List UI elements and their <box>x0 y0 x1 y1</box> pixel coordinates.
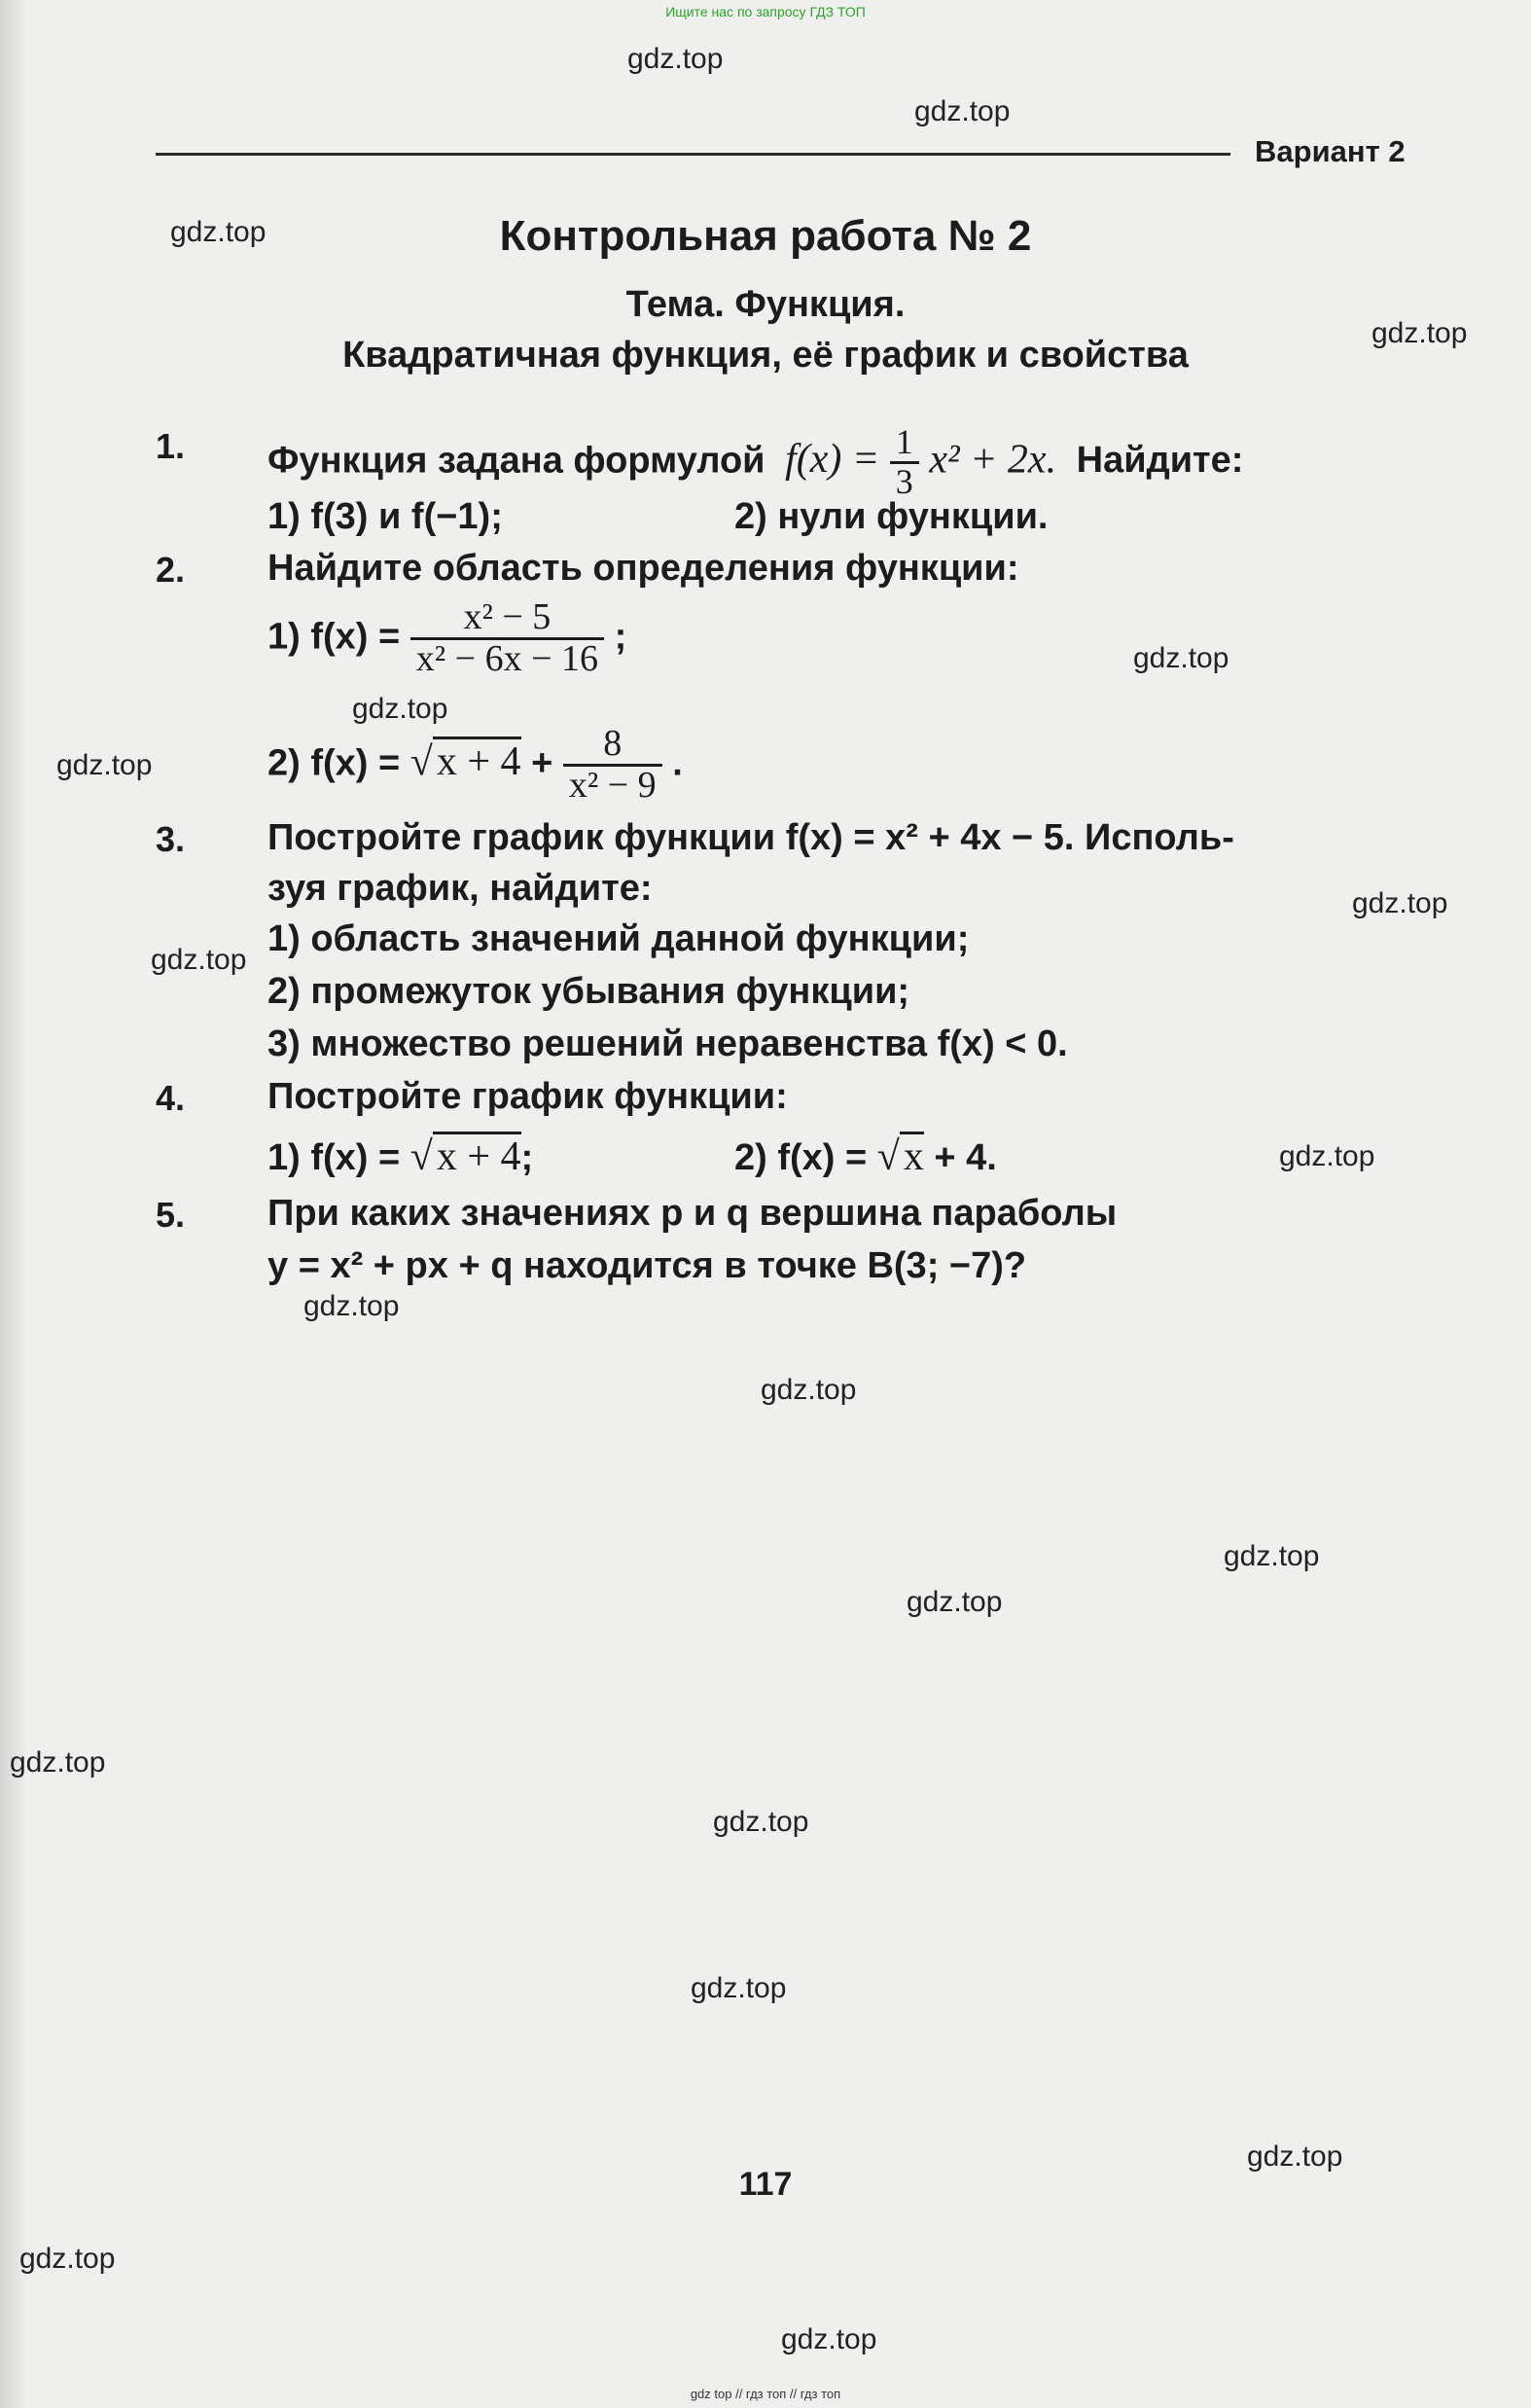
watermark: gdz.top <box>1352 887 1448 919</box>
watermark: gdz.top <box>781 2323 877 2355</box>
task-4-sub-2: 2) f(x) = √x + 4. <box>734 1133 997 1180</box>
top-banner[interactable]: Ищите нас по запросу ГДЗ ТОП <box>665 4 866 19</box>
task-4-number: 4. <box>156 1078 186 1118</box>
header-rule <box>156 153 1230 156</box>
task-2-text: Найдите область определения функции: <box>267 548 1019 589</box>
watermark: gdz.top <box>352 693 448 725</box>
watermark: gdz.top <box>10 1746 106 1779</box>
watermark: gdz.top <box>713 1806 809 1838</box>
task-2-sub-2-fraction: $\frac{8}{\text{x² − 9}}$ <box>563 725 662 806</box>
task-5-number: 5. <box>156 1195 186 1235</box>
watermark: gdz.top <box>151 944 247 976</box>
task-3-line-1: Постройте график функции f(x) = x² + 4x − 5. Исполь- <box>267 817 1234 858</box>
page-title: Контрольная работа № 2 <box>499 212 1032 260</box>
bottom-banner[interactable]: gdz top // гдз топ // гдз топ <box>690 2387 841 2401</box>
task-3-sub-1: 1) область значений данной функции; <box>267 918 970 959</box>
task-1-sub-1: 1) f(3) и f(−1); <box>267 496 503 537</box>
task-5-line-1: При каких значениях p и q вершина параболы <box>267 1193 1118 1234</box>
watermark: gdz.top <box>914 95 1011 127</box>
task-3-number: 3. <box>156 819 186 859</box>
task-2-number: 2. <box>156 550 186 590</box>
task-5-line-2: y = x² + px + q находится в точке B(3; −7)? <box>267 1245 1027 1286</box>
watermark: gdz.top <box>907 1586 1003 1618</box>
task-1-sub-2: 2) нули функции. <box>734 496 1049 537</box>
task-1-fraction: $\frac{1}{3}$ <box>890 424 919 501</box>
topic-line-1: Тема. Функция. <box>625 284 906 325</box>
task-3-line-2: зуя график, найдите: <box>267 868 653 909</box>
task-2-sub-1: 1) f(x) = $\frac{\text{x² − 5}}{\text{x² − 6x − 16}}$ ; <box>267 596 627 679</box>
watermark: gdz.top <box>691 1972 787 2004</box>
task-3-sub-3: 3) множество решений неравенства f(x) < 0. <box>267 1024 1068 1064</box>
watermark: gdz.top <box>1224 1540 1320 1572</box>
task-4-text: Постройте график функции: <box>267 1076 788 1117</box>
task-3-sub-2: 2) промежуток убывания функции; <box>267 971 910 1012</box>
task-1-number: 1. <box>156 426 186 466</box>
watermark: gdz.top <box>1279 1140 1375 1172</box>
watermark: gdz.top <box>761 1374 857 1406</box>
task-2-sub-2: 2) f(x) = √x + 4 + $\frac{8}{\text{x² − 9}}$ . <box>267 723 683 806</box>
task-4-sub-1: 1) f(x) = √x + 4; <box>267 1133 533 1180</box>
watermark: gdz.top <box>627 43 724 75</box>
watermark: gdz.top <box>19 2243 116 2275</box>
task-2-sub-1-fraction: $\frac{\text{x² − 5}}{\text{x² − 6x − 16}}$ <box>410 598 604 679</box>
topic-line-2: Квадратичная функция, её график и свойства <box>342 335 1189 376</box>
watermark: gdz.top <box>1371 317 1468 349</box>
variant-label: Вариант 2 <box>1255 134 1406 168</box>
watermark: gdz.top <box>170 216 267 248</box>
task-1-text: Функция задана формулой f(x) = $\frac{1}{3}$ x² + 2x. Найдите: <box>267 422 1244 501</box>
watermark: gdz.top <box>56 749 153 781</box>
watermark: gdz.top <box>303 1290 400 1322</box>
watermark: gdz.top <box>1133 642 1229 674</box>
page-number: 117 <box>738 2166 793 2203</box>
watermark: gdz.top <box>1247 2140 1343 2173</box>
